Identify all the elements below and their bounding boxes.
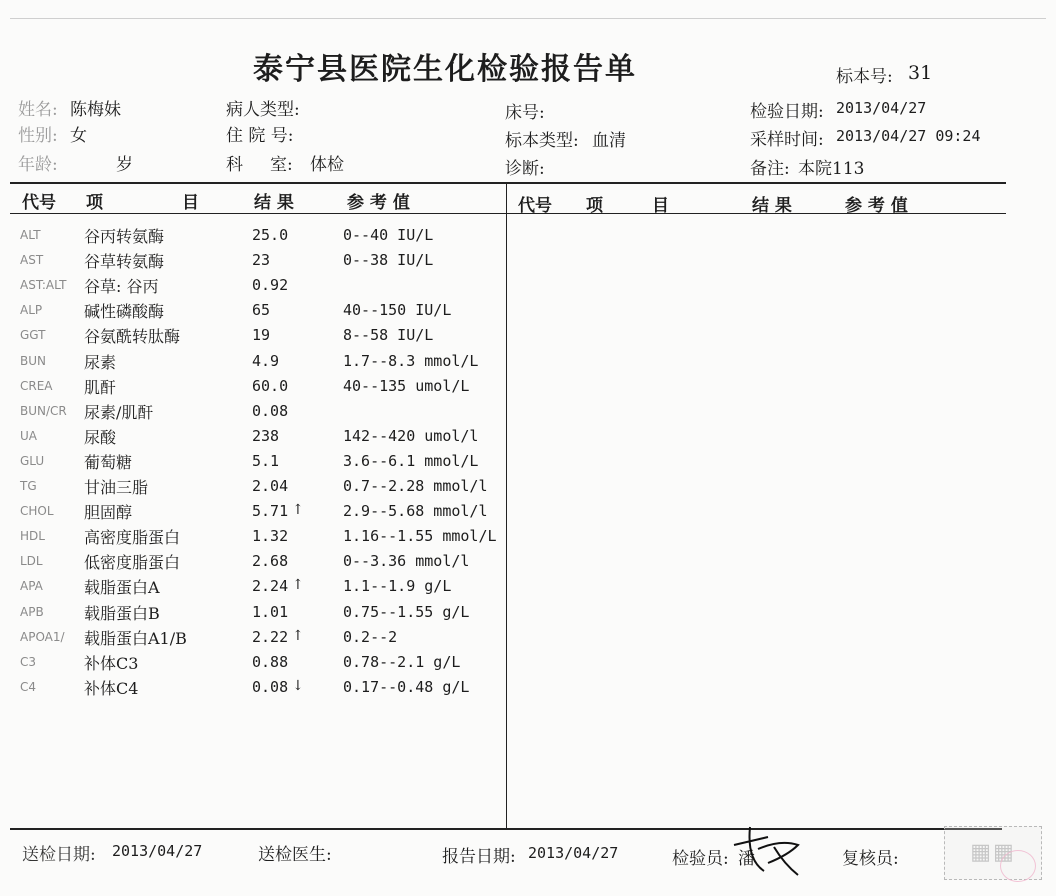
pink-seal-mark — [1000, 850, 1036, 882]
send-date: 2013/04/27 — [112, 842, 203, 860]
table-row — [0, 450, 520, 474]
reference-range: 1.7--8.3 mmol/L — [343, 351, 479, 370]
test-code: BUN/CR — [20, 403, 67, 418]
test-result: 238 — [252, 426, 280, 445]
table-row — [0, 224, 520, 248]
test-result: 60.0 — [252, 376, 289, 395]
right-header-result: 结 果 — [752, 196, 792, 216]
test-code: BUN — [20, 353, 46, 368]
test-result: 23 — [252, 251, 271, 270]
test-code: HDL — [20, 529, 45, 544]
sample-number-label: 标本号: — [836, 67, 893, 87]
reference-range: 0--40 IU/L — [343, 226, 434, 244]
sample-time-label: 采样时间: — [750, 130, 824, 150]
test-code: TG — [20, 479, 37, 493]
remark: 本院113 — [798, 159, 865, 179]
test-result: 2.22 — [252, 627, 289, 646]
inspector-name: 潘 — [738, 849, 755, 869]
abnormal-flag: ↑ — [292, 502, 304, 519]
reference-range: 0.2--2 — [343, 627, 398, 646]
test-code: UA — [20, 428, 37, 443]
test-name: 载脂蛋白A1/B — [84, 628, 187, 648]
header-code: 代号 — [22, 193, 56, 213]
patient-sex: 女 — [70, 126, 87, 146]
test-code: ALP — [20, 303, 43, 318]
abnormal-flag: ↓ — [292, 677, 304, 694]
abnormal-flag: ↑ — [292, 627, 304, 644]
department-label: 科 室: — [226, 155, 293, 175]
table-row — [0, 350, 520, 374]
specimen-label: 标本类型: — [505, 131, 579, 151]
reference-range: 40--135 umol/L — [343, 376, 470, 395]
reference-range: 0--3.36 mmol/l — [343, 552, 470, 571]
doctor-label: 送检医生: — [258, 845, 332, 865]
right-header-item-1: 项 — [586, 196, 603, 216]
test-name: 低密度脂蛋白 — [84, 553, 181, 573]
right-header-reference: 参 考 值 — [845, 196, 908, 216]
table-row — [0, 676, 520, 700]
table-row — [0, 575, 520, 599]
table-row — [0, 475, 520, 499]
sample-number: 31 — [908, 62, 933, 84]
test-code: AST:ALT — [20, 278, 67, 293]
reference-range: 142--420 umol/l — [343, 426, 479, 445]
send-date-label: 送检日期: — [22, 845, 96, 865]
reference-range: 1.1--1.9 g/L — [343, 577, 452, 596]
test-name: 尿素/肌酐 — [84, 402, 154, 422]
table-row — [0, 299, 520, 323]
test-result: 1.01 — [252, 602, 289, 621]
test-result: 0.08 — [252, 677, 289, 696]
table-bottom-rule — [10, 828, 1002, 830]
test-result: 5.71 — [252, 502, 289, 521]
test-code: APA — [20, 579, 43, 594]
test-code: LDL — [20, 554, 43, 569]
test-code: GLU — [20, 453, 45, 468]
header-item-1: 项 — [86, 193, 103, 213]
test-name: 肌酐 — [84, 377, 117, 397]
test-code: APOA1/ — [20, 629, 65, 644]
reference-range: 1.16--1.55 mmol/L — [343, 527, 497, 546]
test-date-label: 检验日期: — [750, 102, 824, 122]
age-unit: 岁 — [116, 155, 133, 175]
test-result: 19 — [252, 326, 271, 345]
table-row — [0, 425, 520, 449]
table-row — [0, 375, 520, 399]
specimen-type: 血清 — [592, 131, 626, 151]
reference-range: 8--58 IU/L — [343, 326, 434, 345]
test-name: 葡萄糖 — [84, 452, 133, 472]
table-row — [0, 525, 520, 549]
test-date: 2013/04/27 — [836, 99, 927, 117]
reference-range: 0.7--2.28 mmol/l — [343, 477, 488, 495]
reference-range: 0.17--0.48 g/L — [343, 677, 470, 696]
test-code: C3 — [20, 654, 37, 669]
report-date: 2013/04/27 — [528, 844, 619, 862]
table-row — [0, 550, 520, 574]
test-name: 高密度脂蛋白 — [84, 528, 181, 548]
table-row — [0, 626, 520, 650]
table-top-rule — [10, 182, 1006, 184]
table-row — [0, 651, 520, 675]
table-row — [0, 324, 520, 348]
test-name: 谷草: 谷丙 — [84, 277, 159, 297]
test-code: CREA — [20, 378, 53, 393]
sample-time: 2013/04/27 09:24 — [836, 127, 981, 145]
test-result: 0.08 — [252, 401, 289, 420]
test-code: ALT — [20, 228, 41, 242]
test-result: 0.92 — [252, 276, 289, 295]
test-result: 0.88 — [252, 652, 289, 671]
inspector-label: 检验员: — [672, 849, 729, 869]
header-result: 结 果 — [254, 193, 294, 213]
test-name: 胆固醇 — [84, 503, 133, 523]
test-code: GGT — [20, 328, 46, 343]
test-code: CHOL — [20, 504, 54, 519]
reference-range: 40--150 IU/L — [343, 301, 452, 320]
bed-label: 床号: — [505, 103, 545, 123]
table-row — [0, 500, 520, 524]
test-name: 补体C4 — [84, 678, 139, 698]
test-result: 65 — [252, 301, 271, 320]
reviewer-stamp: ▦▦ — [944, 826, 1042, 880]
test-name: 尿酸 — [84, 427, 117, 447]
test-name: 谷氨酰转肽酶 — [84, 327, 181, 347]
reference-range: 3.6--6.1 mmol/L — [343, 451, 479, 470]
age-label: 年龄: — [18, 155, 58, 175]
test-result: 2.04 — [252, 477, 289, 495]
test-result: 5.1 — [252, 451, 280, 470]
test-result: 4.9 — [252, 351, 280, 370]
test-name: 载脂蛋白A — [84, 578, 160, 598]
reference-range: 0--38 IU/L — [343, 251, 434, 270]
table-row — [0, 601, 520, 625]
header-item-2: 目 — [182, 193, 199, 213]
test-name: 谷丙转氨酶 — [84, 227, 165, 246]
report-title: 泰宁县医院生化检验报告单 — [253, 52, 637, 87]
diagnosis-label: 诊断: — [505, 159, 545, 179]
reference-range: 0.78--2.1 g/L — [343, 652, 461, 671]
reference-range: 2.9--5.68 mmol/l — [343, 502, 488, 521]
reviewer-label: 复核员: — [842, 849, 899, 869]
inspector-signature — [728, 823, 806, 881]
test-name: 甘油三脂 — [84, 478, 149, 497]
test-name: 谷草转氨酶 — [84, 252, 165, 272]
name-label: 姓名: — [18, 100, 58, 120]
patient-type-label: 病人类型: — [226, 100, 300, 120]
right-header-code: 代号 — [518, 196, 552, 216]
sex-label: 性别: — [18, 126, 58, 146]
header-reference: 参 考 值 — [347, 193, 410, 213]
remark-label: 备注: — [750, 159, 790, 179]
test-name: 载脂蛋白B — [84, 603, 160, 623]
table-row — [0, 249, 520, 273]
test-result: 1.32 — [252, 527, 289, 546]
test-result: 2.24 — [252, 577, 289, 596]
table-row — [0, 274, 520, 298]
reference-range: 0.75--1.55 g/L — [343, 602, 470, 621]
top-border — [10, 18, 1046, 19]
test-result: 2.68 — [252, 552, 289, 571]
report-date-label: 报告日期: — [442, 847, 516, 867]
test-name: 碱性磷酸酶 — [84, 302, 165, 322]
table-row — [0, 400, 520, 424]
inpatient-no-label: 住 院 号: — [226, 126, 294, 146]
department: 体检 — [310, 155, 344, 175]
test-code: C4 — [20, 679, 37, 694]
test-name: 尿素 — [84, 352, 117, 372]
right-header-item-2: 目 — [652, 196, 669, 216]
test-name: 补体C3 — [84, 653, 139, 673]
abnormal-flag: ↑ — [292, 577, 304, 594]
test-code: AST — [20, 253, 44, 268]
test-result: 25.0 — [252, 226, 289, 244]
test-code: APB — [20, 604, 44, 619]
patient-name: 陈梅妹 — [70, 100, 121, 120]
